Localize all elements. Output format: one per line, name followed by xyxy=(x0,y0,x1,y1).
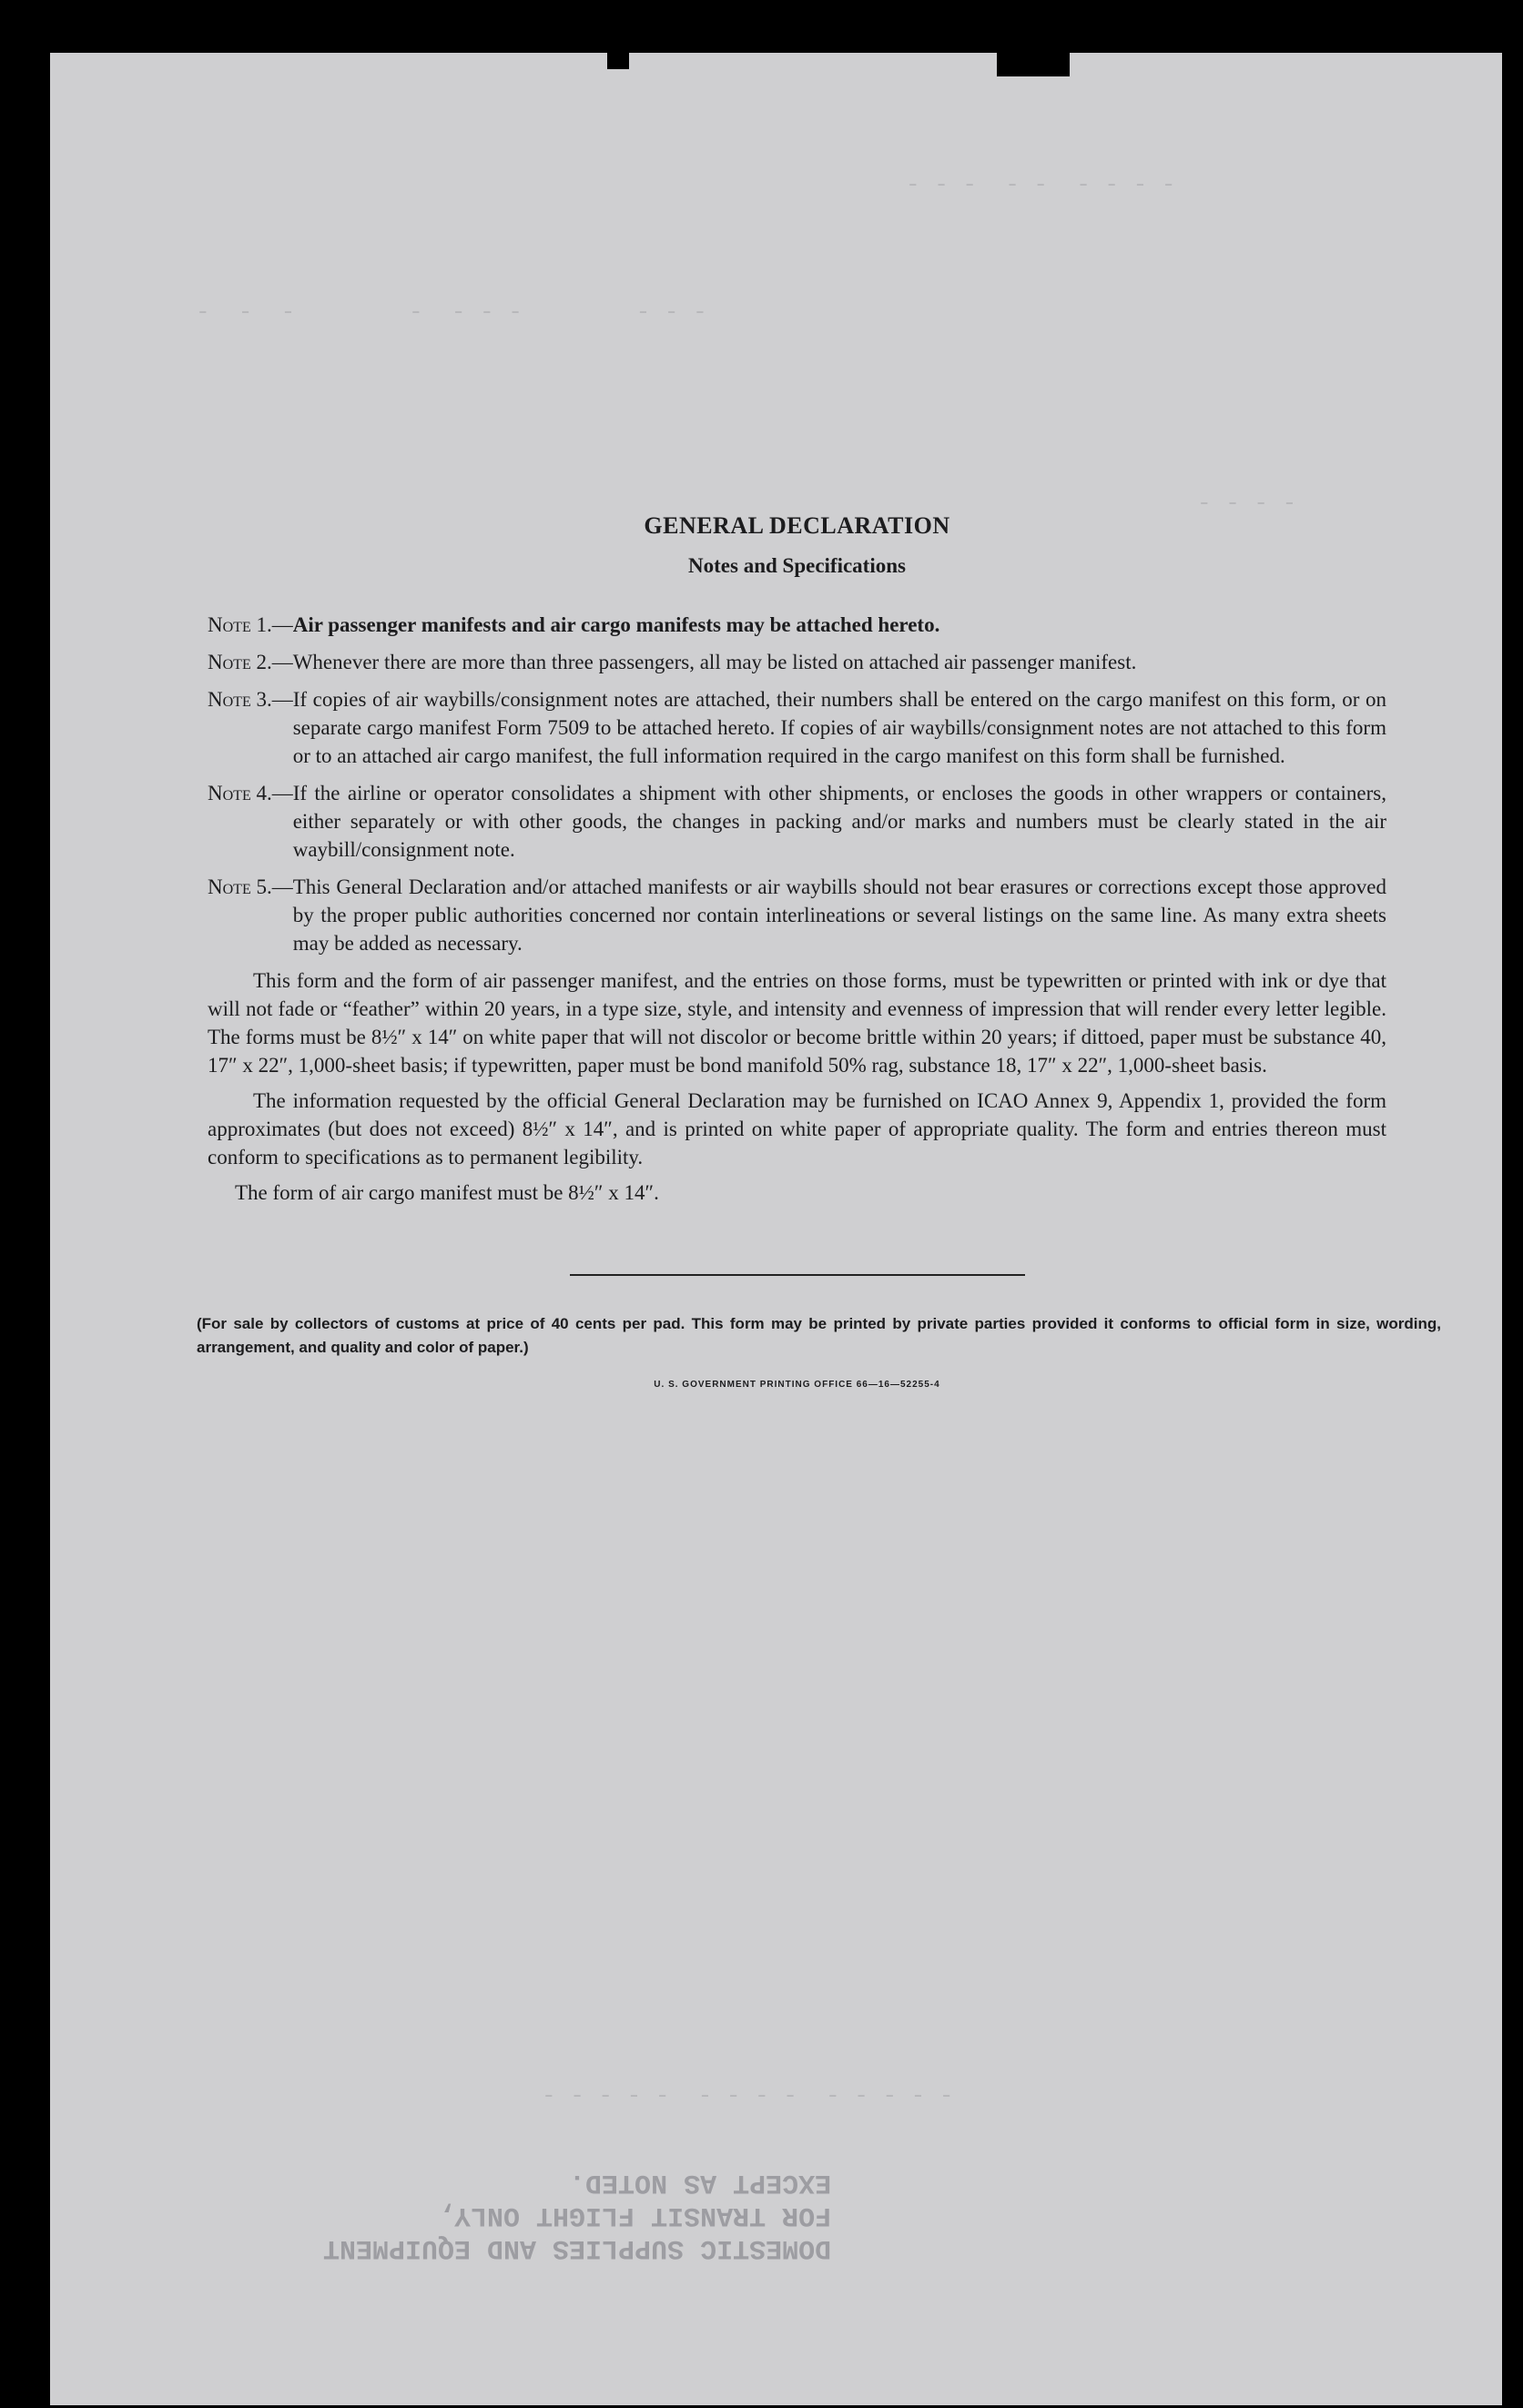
specification-paragraph: This form and the form of air passenger manifest, and the entries on those forms, must be typewritten or printed with ink or dye that will not fade or “feather” within 20 years, in a type size, style, and intensity and evenness of impression that will render every letter legible. The forms must be 8½″ x 14″ on white paper that will not discolor or become brittle within 20 years; if dittoed, paper must be substance 40, 17″ x 22″, 1,000-sheet basis; if typewritten, paper must be bond manifold 50% rag, substance 18, 17″ x 22″, 1,000-sheet basis. xyxy=(208,969,1386,1077)
note-label: Note 3.— xyxy=(208,688,293,711)
stamp-line: FOR TRANSIT FLIGHT ONLY, xyxy=(438,2200,832,2231)
note-1 xyxy=(208,611,1386,639)
stamp-line: EXCEPT AS NOTED. xyxy=(569,2167,832,2198)
note-text: Whenever there are more than three passengers, all may be listed on attached air passenger manifest. xyxy=(292,651,1137,673)
document-page xyxy=(50,53,1502,2405)
page-title: GENERAL DECLARATION xyxy=(644,512,950,539)
note-3 xyxy=(208,685,1386,770)
note-2 xyxy=(208,648,1386,676)
note-label: Note 1.— xyxy=(208,613,293,636)
printer-imprint: U. S. GOVERNMENT PRINTING OFFICE 66—16—52255-4 xyxy=(654,1380,940,1390)
torn-edge xyxy=(997,53,1070,76)
divider xyxy=(570,1274,1025,1276)
note-label: Note 4.— xyxy=(208,782,293,804)
note-label: Note 5.— xyxy=(208,875,293,898)
bleed-through-text: - - - - - - - - - xyxy=(906,171,1176,198)
note-5 xyxy=(208,873,1386,957)
note-text: This General Declaration and/or attached manifests or air waybills should not bear erasures or corrections except those approved by the proper public authorities concerned nor contain interlineations or several listings on the same line. As many extra sheets may be added as necessary. xyxy=(292,875,1386,955)
ink-stamp xyxy=(323,2166,831,2264)
torn-edge xyxy=(607,53,629,69)
cargo-manifest-note: The form of air cargo manifest must be 8½″ x 14″. xyxy=(235,1181,659,1204)
note-label: Note 2.— xyxy=(208,651,293,673)
note-4 xyxy=(208,779,1386,864)
page-subtitle: Notes and Specifications xyxy=(688,554,906,577)
stamp-line: DOMESTIC SUPPLIES AND EQUIPMENT xyxy=(323,2232,832,2263)
declaration-content xyxy=(197,512,1441,1390)
note-text: Air passenger manifests and air cargo manifests may be attached hereto. xyxy=(292,613,940,636)
bleed-through-text: - - - - - - - - - - - - - - xyxy=(542,2082,954,2110)
bleed-through-text: - - - - - - - - - - xyxy=(196,298,707,326)
note-text: If copies of air waybills/consignment notes are attached, their numbers shall be entered on the cargo manifest on this form, or on separate cargo manifest Form 7509 to be attached hereto. If copies of air waybills/consignment notes are not attached to this form or to an attached air cargo manifest, the full information required in the cargo manifest on this form shall be furnished. xyxy=(292,688,1386,767)
specification-paragraph: The information requested by the official General Declaration may be furnished on ICAO Annex 9, Appendix 1, provided the form approximates (but does not exceed) 8½″ x 14″, and is printed on white paper of appropriate quality. The form and entries thereon must conform to specifications as to permanent legibility. xyxy=(208,1089,1386,1169)
bleed-through-text: - - - - xyxy=(1197,490,1297,517)
note-text: If the airline or operator consolidates a shipment with other shipments, or encloses the goods in other wrappers or containers, either separately or with other goods, the changes in packing and/or marks and numbers must be clearly stated in the air waybill/consignment note. xyxy=(292,782,1386,861)
sale-notice: (For sale by collectors of customs at price of 40 cents per pad. This form may be printed by private parties provided it conforms to official form in size, wording, arrangement, and quality and color of paper.) xyxy=(197,1315,1441,1356)
